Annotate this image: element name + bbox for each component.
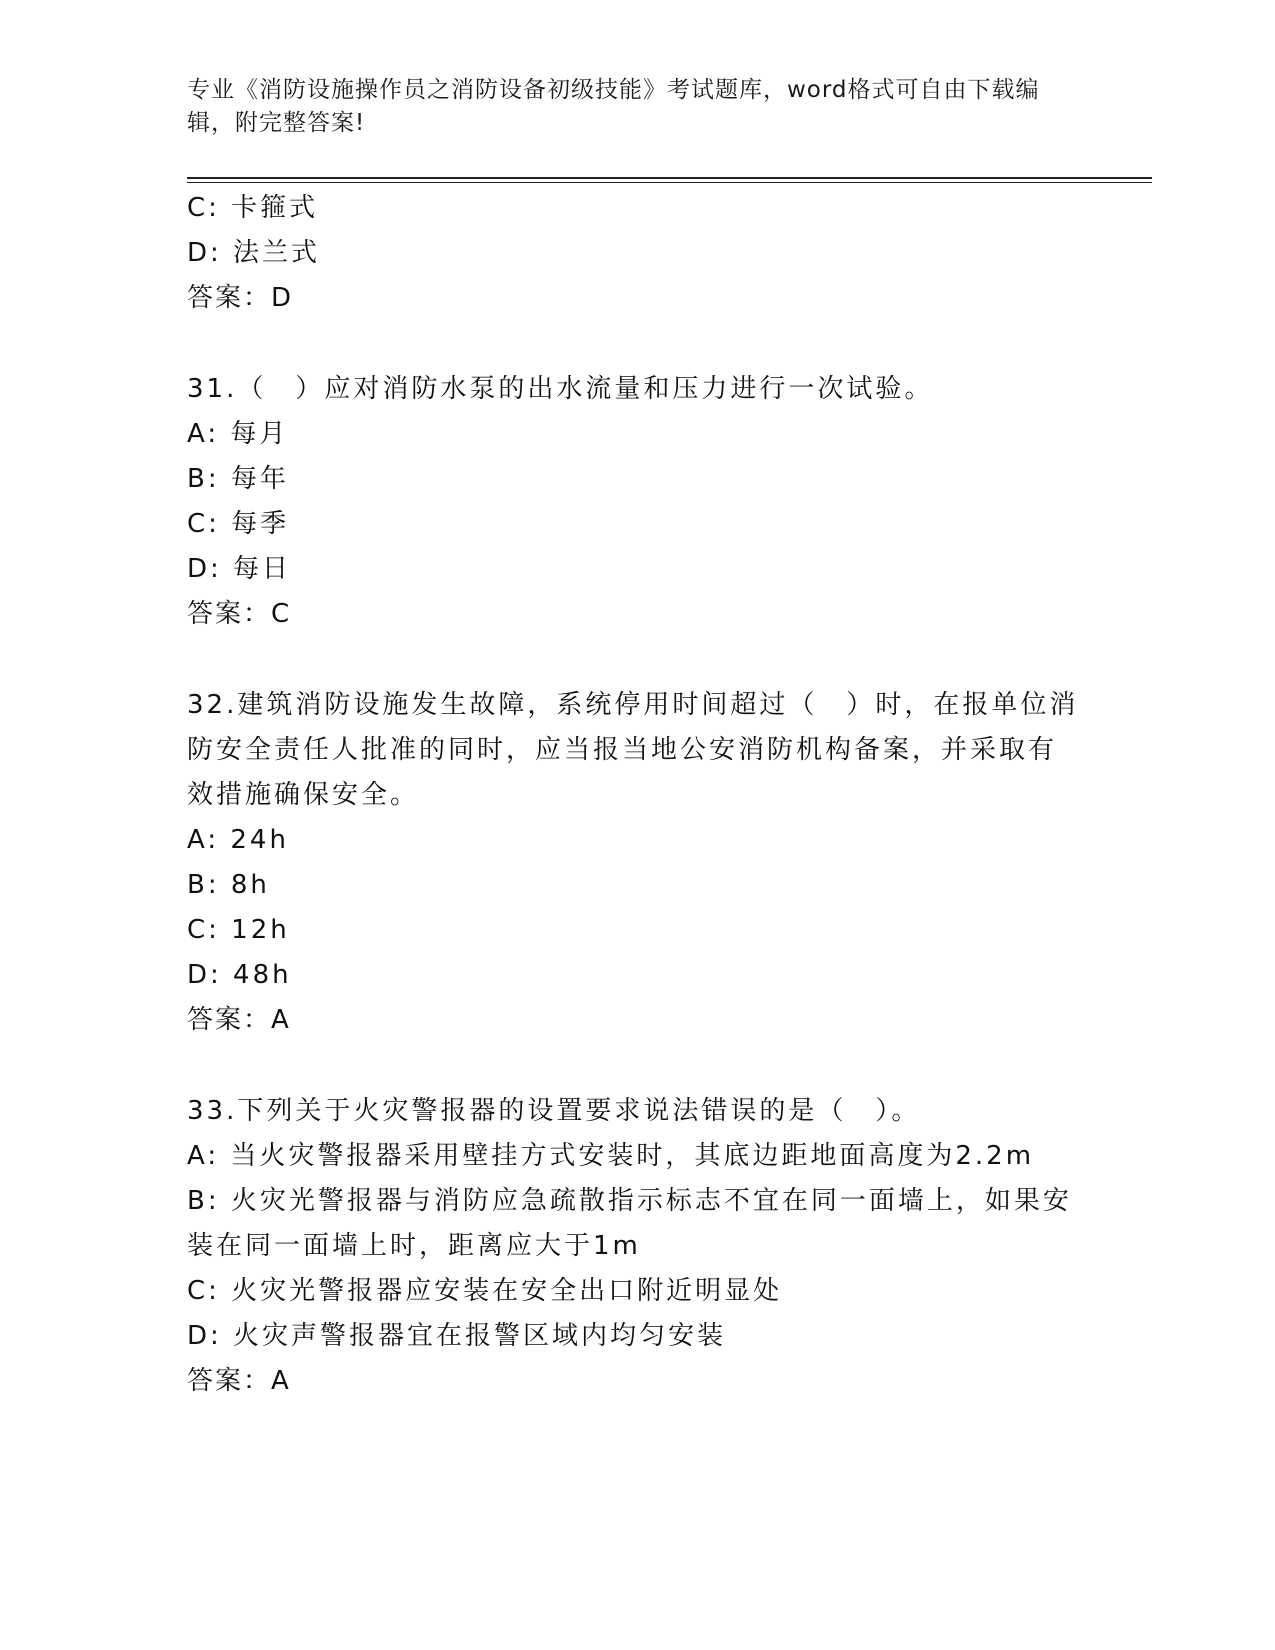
q31-option-c: C: 每季: [187, 509, 290, 539]
q31-option-a: A: 每月: [187, 419, 289, 449]
header-divider-thick: [187, 177, 1152, 179]
q33-option-b-line-2: 装在同一面墙上时，距离应大于1m: [187, 1231, 641, 1261]
q32-stem-line-3: 效措施确保安全。: [187, 780, 420, 810]
q33-answer: 答案：A: [187, 1366, 291, 1396]
header-divider-thin: [187, 182, 1152, 183]
q31-option-b: B: 每年: [187, 464, 289, 494]
header-line-1: 专业《消防设施操作员之消防设备初级技能》考试题库，word格式可自由下载编: [187, 77, 1040, 103]
q32-answer: 答案：A: [187, 1005, 291, 1035]
prev-option-d: D: 法兰式: [187, 238, 321, 268]
q31-answer: 答案：C: [187, 599, 292, 629]
q31-stem: 31.（ ）应对消防水泵的出水流量和压力进行一次试验。: [187, 374, 934, 404]
q32-option-a: A: 24h: [187, 825, 289, 855]
q33-option-d: D: 火灾声警报器宜在报警区域内均匀安装: [187, 1321, 727, 1351]
q32-option-b: B: 8h: [187, 870, 270, 900]
q32-option-c: C: 12h: [187, 915, 290, 945]
prev-answer: 答案：D: [187, 283, 294, 313]
q33-option-b-line-1: B: 火灾光警报器与消防应急疏散指示标志不宜在同一面墙上，如果安: [187, 1186, 1072, 1216]
q33-option-c: C: 火灾光警报器应安装在安全出口附近明显处: [187, 1276, 783, 1306]
q33-option-a: A: 当火灾警报器采用壁挂方式安装时，其底边距地面高度为2.2m: [187, 1141, 1035, 1171]
header-line-2: 辑，附完整答案!: [187, 110, 366, 136]
prev-option-c: C: 卡箍式: [187, 193, 319, 223]
q32-stem-line-2: 防安全责任人批准的同时，应当报当地公安消防机构备案，并采取有: [187, 735, 1058, 765]
page-header: [187, 74, 1087, 140]
q32-stem-line-1: 32.建筑消防设施发生故障，系统停用时间超过（ ）时，在报单位消: [187, 690, 1079, 720]
q32-option-d: D: 48h: [187, 960, 292, 990]
q33-stem: 33.下列关于火灾警报器的设置要求说法错误的是（ ）。: [187, 1096, 921, 1126]
q31-option-d: D: 每日: [187, 554, 292, 584]
